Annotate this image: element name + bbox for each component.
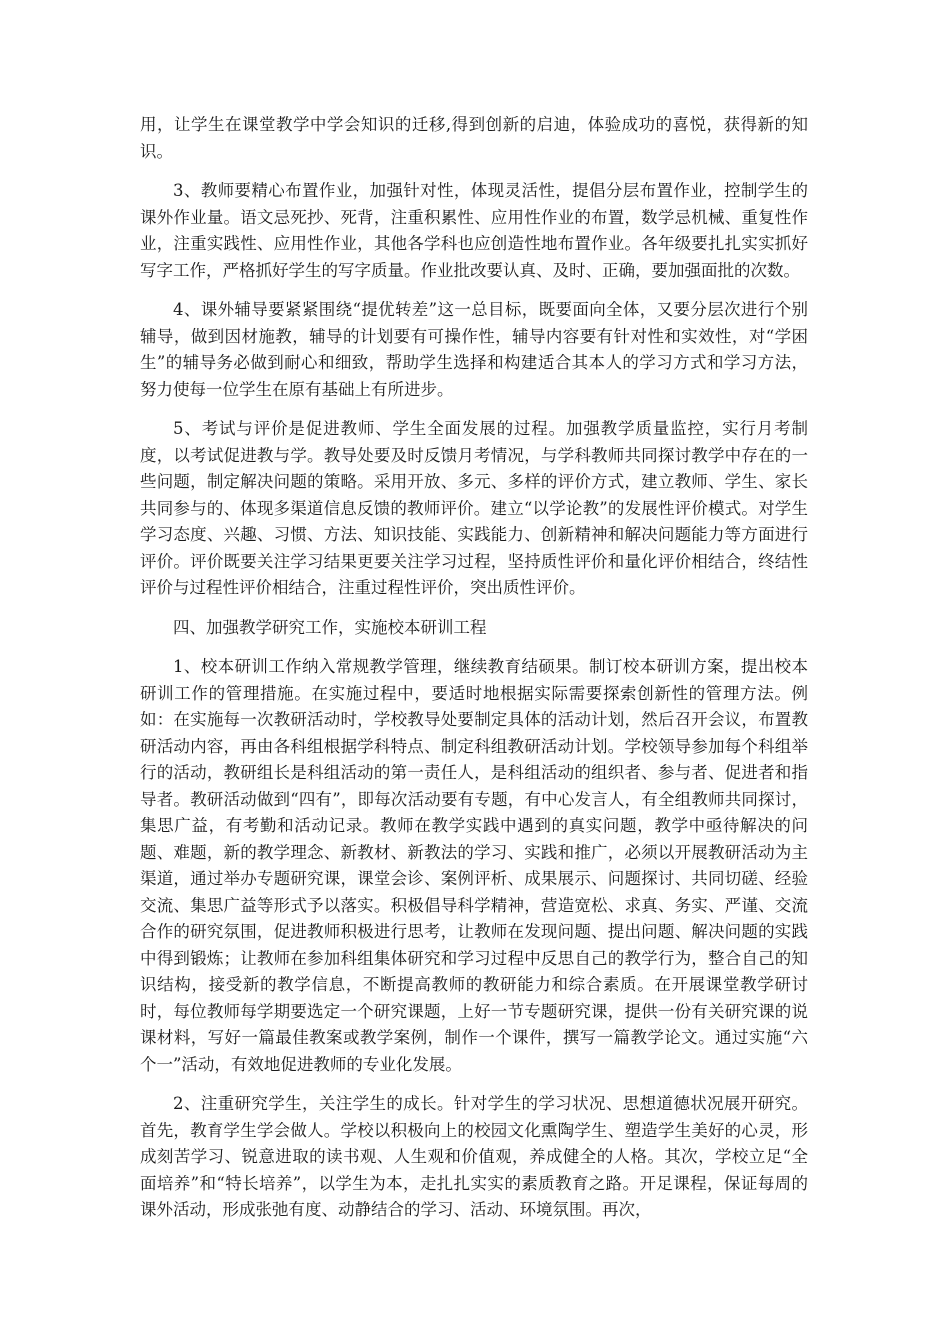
paragraph-student-research: 2、注重研究学生，关注学生的成长。针对学生的学习状况、思想道德状况展开研究。首先，教育学生学会做人。学校以积极向上的校园文化熏陶学生、塑造学生美好的心灵，形成刻苦学习、锐意进取的读书观、人生观和价值观，养成健全的人格。其次，学校立足“全面培养”和“特长培养”，以学生为本，走扎扎实实的素质教育之路。开足课程，保证每周的课外活动，形成张弛有度、动静结合的学习、活动、环境氛围。再次， [140, 1094, 808, 1219]
section-heading-research: 四、加强教学研究工作，实施校本研训工程 [173, 617, 487, 637]
document-body [140, 112, 808, 1237]
paragraph-evaluation: 5、考试与评价是促进教师、学生全面发展的过程。加强教学质量监控，实行月考制度，以考试促进教与学。教导处要及时反馈月考情况，与学科教师共同探讨教学中存在的一些问题，制定解决问题的策略。采用开放、多元、多样的评价方式，建立教师、学生、家长共同参与的、体现多渠道信息反馈的教师评价。建立“以学论教”的发展性评价模式。对学生学习态度、兴趣、习惯、方法、知识技能、实践能力、创新精神和解决问题能力等方面进行评价。评价既要关注学习结果更要关注学习过程，坚持质性评价和量化评价相结合，终结性评价与过程性评价相结合，注重过程性评价，突出质性评价。 [140, 419, 808, 597]
paragraph-school-training: 1、校本研训工作纳入常规教学管理，继续教育结硕果。制订校本研训方案，提出校本研训工作的管理措施。在实施过程中，要适时地根据实际需要探索创新性的管理方法。例如：在实施每一次教研活动时，学校教导处要制定具体的活动计划，然后召开会议，布置教研活动内容，再由各科组根据学科特点、制定科组教研活动计划。学校领导参加每个科组举行的活动，教研组长是科组活动的第一责任人，是科组活动的组织者、参与者、促进者和指导者。教研活动做到“四有”，即每次活动要有专题，有中心发言人，有全组教师共同探讨，集思广益，有考勤和活动记录。教师在教学实践中遇到的真实问题，教学中亟待解决的问题、难题，新的教学理念、新教材、新教法的学习、实践和推广，必须以开展教研活动为主渠道，通过举办专题研究课，课堂会诊、案例评析、成果展示、问题探讨、共同切磋、经验交流、集思广益等形式予以落实。积极倡导科学精神，营造宽松、求真、务实、严谨、交流合作的研究氛围，促进教师积极进行思考，让教师在发现问题、提出问题、解决问题的实践中得到锻炼；让教师在参加科组集体研究和学习过程中反思自己的教学行为，整合自己的知识结构，接受新的教学信息，不断提高教师的教研能力和综合素质。在开展课堂教学研讨时，每位教师每学期要选定一个研究课题，上好一节专题研究课，提供一份有关研究课的说课材料，写好一篇最佳教案或教学案例，制作一个课件，撰写一篇教学论文。通过实施“六个一”活动，有效地促进教师的专业化发展。 [140, 657, 808, 1074]
paragraph-homework: 3、教师要精心布置作业，加强针对性，体现灵活性，提倡分层布置作业，控制学生的课外作业量。语文忌死抄、死背，注重积累性、应用性作业的布置，数学忌机械、重复性作业，注重实践性、应用性作业，其他各学科也应创造性地布置作业。各年级要扎扎实实抓好写字工作，严格抓好学生的写字质量。作业批改要认真、及时、正确，要加强面批的次数。 [140, 181, 808, 280]
paragraph-tutoring: 4、课外辅导要紧紧围绕“提优转差”这一总目标，既要面向全体，又要分层次进行个别辅导，做到因材施教，辅导的计划要有可操作性，辅导内容要有针对性和实效性，对“学困生”的辅导务必做到耐心和细致，帮助学生选择和构建适合其本人的学习方式和学习方法，努力使每一位学生在原有基础上有所进步。 [140, 300, 808, 399]
paragraph-continuation: 用，让学生在课堂教学中学会知识的迁移,得到创新的启迪，体验成功的喜悦，获得新的知识。 [140, 115, 808, 161]
